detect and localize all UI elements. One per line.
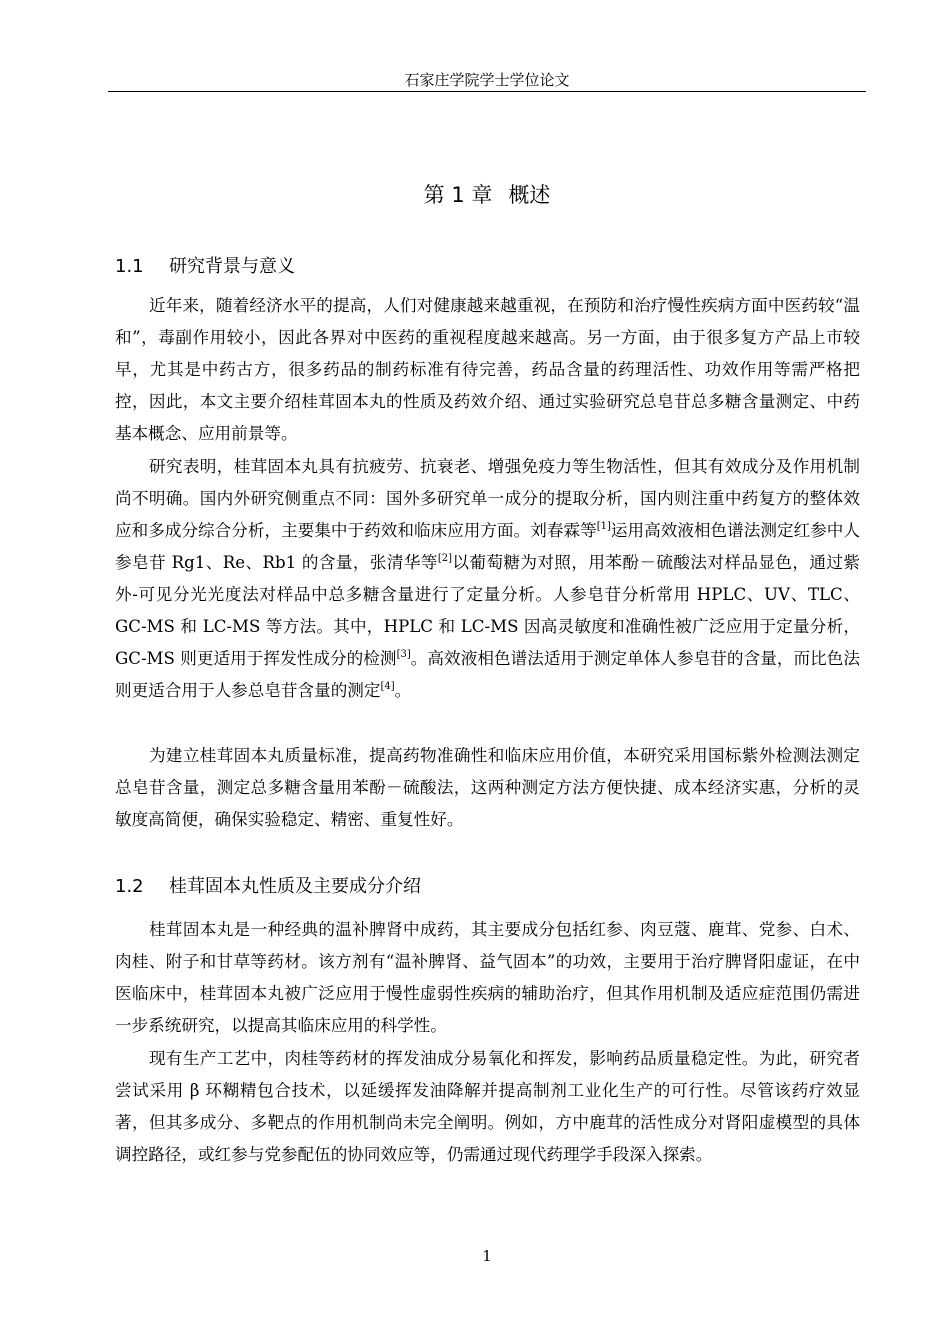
citation-marker: [1] bbox=[596, 521, 611, 532]
paragraph-1: 近年来，随着经济水平的提高，人们对健康越来越重视，在预防和治疗慢性疾病方面中医药较“温和”，毒副作用较小，因此各界对中医药的重视程度越来越高。另一方面，由于很多复方产品上市较早，尤其是中药古方，很多药品的制药标准有待完善，药品含量的药理活性、功效作用等需严格把控，因此，本文主要介绍桂茸固本丸的性质及药效介绍、通过实验研究总皂苷总多糖含量测定、中药基本概念、应用前景等。 bbox=[115, 296, 860, 443]
section-heading-1-1 bbox=[115, 254, 295, 280]
running-header: 石家庄学院学士学位论文 bbox=[404, 71, 570, 89]
paragraph-2: 研究表明，桂茸固本丸具有抗疲劳、抗衰老、增强免疫力等生物活性，但其有效成分及作用机制尚不明确。国内外研究侧重点不同：国外多研究单一成分的提取分析，国内则注重中药复方的整体效应和多成分综合分析，主要集中于药效和临床应用方面。刘春霖等[1]运用高效液相色谱法测定红参中人参皂苷 Rg1、Re、Rb1 的含量，张清华等[2]以葡萄糖为对照，用苯酚－硫酸法对样品显色，通过紫外-可见分光光度法对样品中总多糖含量进行了定量分析。人参皂苷分析常用 HPLC、UV、TLC、GC-MS 和 LC-MS 等方法。其中，HPLC 和 LC-MS 因高灵敏度和准确性被广泛应用于定量分析，GC-MS 则更适用于挥发性成分的检测[3]。高效液相色谱法适用于测定单体人参皂苷的含量，而比色法则更适合用于人参总皂苷含量的测定[4]。 bbox=[115, 457, 861, 700]
page-number: 1 bbox=[482, 1247, 492, 1265]
section-number: 1.1 bbox=[115, 256, 144, 277]
paragraph-4: 桂茸固本丸是一种经典的温补脾肾中成药，其主要成分包括红参、肉豆蔻、鹿茸、党参、白术、肉桂、附子和甘草等药材。该方剂有“温补脾肾、益气固本”的功效，主要用于治疗脾肾阳虚证，在中医临床中，桂茸固本丸被广泛应用于慢性虚弱性疾病的辅助治疗，但其作用机制及适应症范围仍需进一步系统研究，以提高其临床应用的科学性。 bbox=[115, 920, 860, 1035]
citation-marker: [2] bbox=[437, 553, 453, 564]
section-heading-1-2 bbox=[115, 874, 421, 900]
section-number: 1.2 bbox=[115, 876, 144, 897]
chapter-number: 第 1 章 bbox=[423, 183, 493, 207]
citation-marker: [3] bbox=[396, 649, 411, 660]
citation-marker: [4] bbox=[380, 681, 395, 692]
header-rule bbox=[108, 91, 866, 92]
section-title: 桂茸固本丸性质及主要成分介绍 bbox=[169, 876, 421, 897]
section-title: 研究背景与意义 bbox=[169, 256, 295, 277]
paragraph-5: 现有生产工艺中，肉桂等药材的挥发油成分易氧化和挥发，影响药品质量稳定性。为此，研究者尝试采用 β 环糊精包合技术，以延缓挥发油降解并提高制剂工业化生产的可行性。尽管该药疗效显著，但其多成分、多靶点的作用机制尚未完全阐明。例如，方中鹿茸的活性成分对肾阳虚模型的具体调控路径，或红参与党参配伍的协同效应等，仍需通过现代药理学手段深入探索。 bbox=[115, 1049, 860, 1164]
chapter-name: 概述 bbox=[508, 183, 551, 207]
chapter-title bbox=[108, 180, 866, 210]
paragraph-3: 为建立桂茸固本丸质量标准，提高药物准确性和临床应用价值，本研究采用国标紫外检测法测定总皂苷含量，测定总多糖含量用苯酚－硫酸法，这两种测定方法方便快捷、成本经济实惠，分析的灵敏度高简便，确保实验稳定、精密、重复性好。 bbox=[115, 746, 860, 829]
